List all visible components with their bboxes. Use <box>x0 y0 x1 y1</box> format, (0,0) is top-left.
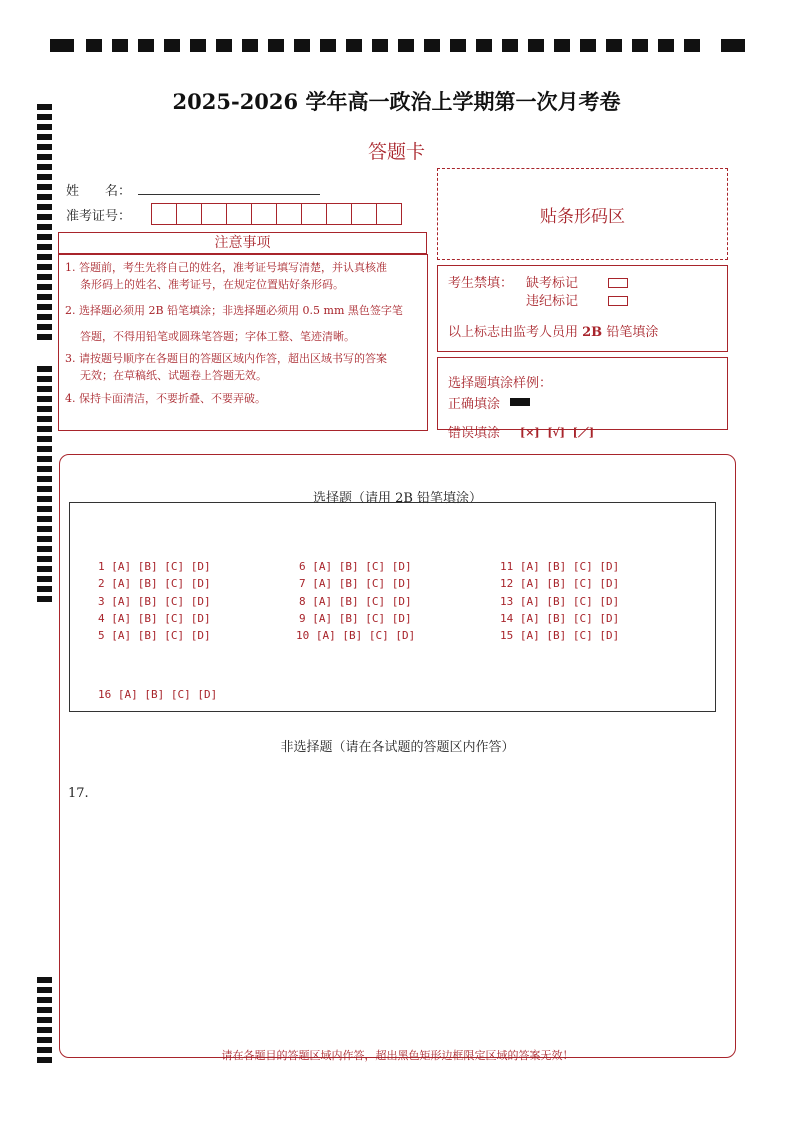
timing-mark <box>37 396 52 402</box>
question-17-label: 17. <box>68 786 89 801</box>
exam-id-digit-box[interactable] <box>326 203 352 225</box>
timing-mark <box>242 39 258 52</box>
timing-mark <box>37 566 52 572</box>
choice-question-row[interactable]: 6 [A] [B] [C] [D] <box>299 560 412 573</box>
timing-mark <box>37 366 52 372</box>
timing-mark <box>37 1057 52 1063</box>
exam-id-digit-box[interactable] <box>301 203 327 225</box>
choice-question-row[interactable]: 9 [A] [B] [C] [D] <box>299 612 412 625</box>
choice-question-row[interactable]: 10 [A] [B] [C] [D] <box>296 629 416 642</box>
timing-mark <box>37 436 52 442</box>
notice-line: 1. 答题前，考生先将自己的姓名，准考证号填写清楚，并认真核准 <box>65 261 387 274</box>
timing-mark <box>86 39 102 52</box>
timing-mark <box>37 426 52 432</box>
timing-mark <box>37 234 52 240</box>
top-timing-marks <box>50 38 745 52</box>
choice-question-row[interactable]: 8 [A] [B] [C] [D] <box>299 595 412 608</box>
exam-id-digit-box[interactable] <box>201 203 227 225</box>
notice-heading: 注意事项 <box>58 232 427 254</box>
notice-line: 3. 请按题号顺序在各题目的答题区域内作答，超出区域书写的答案 <box>65 352 387 365</box>
timing-mark <box>424 39 440 52</box>
notice-line: 2. 选择题必须用 2B 铅笔填涂；非选择题必须用 0.5 mm 黑色签字笔 <box>65 304 403 317</box>
wrong-fill-sample: [√] <box>547 426 565 439</box>
timing-mark <box>346 39 362 52</box>
timing-mark <box>37 164 52 170</box>
timing-mark <box>37 264 52 270</box>
timing-mark <box>580 39 596 52</box>
timing-mark <box>37 997 52 1003</box>
timing-mark <box>37 224 52 230</box>
timing-mark <box>268 39 284 52</box>
timing-mark <box>37 556 52 562</box>
timing-mark <box>398 39 414 52</box>
timing-mark <box>37 526 52 532</box>
timing-mark <box>37 386 52 392</box>
exam-id-label: 准考证号： <box>66 209 132 224</box>
choice-question-row[interactable]: 2 [A] [B] [C] [D] <box>98 577 211 590</box>
violation-mark-label: 违纪标记 <box>526 294 579 309</box>
choice-question-row[interactable]: 14 [A] [B] [C] [D] <box>500 612 620 625</box>
timing-mark <box>37 506 52 512</box>
timing-mark <box>112 39 128 52</box>
timing-mark <box>37 496 52 502</box>
examiner-only-label: 考生禁填： <box>448 276 514 291</box>
timing-mark <box>37 124 52 130</box>
timing-mark <box>216 39 232 52</box>
timing-mark <box>37 184 52 190</box>
answer-sheet-heading: 答题卡 <box>367 141 425 163</box>
question-17-answer-area[interactable] <box>66 806 726 1042</box>
timing-mark <box>632 39 648 52</box>
timing-mark <box>37 1037 52 1043</box>
timing-mark <box>476 39 492 52</box>
timing-mark <box>528 39 544 52</box>
timing-mark <box>164 39 180 52</box>
timing-mark <box>37 1027 52 1033</box>
timing-mark <box>37 406 52 412</box>
timing-mark <box>37 486 52 492</box>
notice-line: 4. 保持卡面清洁，不要折叠、不要弄破。 <box>65 392 266 405</box>
choice-question-row[interactable]: 11 [A] [B] [C] [D] <box>500 560 620 573</box>
timing-mark <box>37 376 52 382</box>
timing-mark <box>320 39 336 52</box>
choice-question-row[interactable]: 5 [A] [B] [C] [D] <box>98 629 211 642</box>
timing-mark <box>37 174 52 180</box>
absent-mark-label: 缺考标记 <box>526 276 579 291</box>
fill-sample-box <box>437 357 728 441</box>
choice-question-row[interactable]: 12 [A] [B] [C] [D] <box>500 577 620 590</box>
timing-mark <box>37 304 52 310</box>
timing-mark <box>138 39 154 52</box>
timing-mark <box>37 1047 52 1053</box>
choice-section-title: 选择题（请用 2B 铅笔填涂） <box>312 491 483 506</box>
timing-mark <box>37 536 52 542</box>
barcode-area <box>437 168 728 260</box>
notice-line: 答题，不得用铅笔或圆珠笔答题；字体工整、笔迹清晰。 <box>80 330 355 343</box>
choice-answer-box <box>69 502 716 712</box>
choice-question-row[interactable]: 7 [A] [B] [C] [D] <box>299 577 412 590</box>
examiner-note-text: 以上标志由监考人员用 <box>448 325 583 340</box>
timing-mark <box>606 39 622 52</box>
timing-mark <box>37 274 52 280</box>
timing-mark <box>37 214 52 220</box>
timing-mark <box>37 516 52 522</box>
violation-mark-box[interactable] <box>608 296 628 306</box>
choice-question-row[interactable]: 3 [A] [B] [C] [D] <box>98 595 211 608</box>
timing-mark <box>37 446 52 452</box>
timing-mark <box>37 254 52 260</box>
timing-mark <box>190 39 206 52</box>
choice-question-row[interactable]: 15 [A] [B] [C] [D] <box>500 629 620 642</box>
timing-mark <box>37 1017 52 1023</box>
correct-fill-label: 正确填涂 <box>448 397 501 412</box>
timing-mark <box>37 987 52 993</box>
timing-mark <box>554 39 570 52</box>
timing-mark <box>37 324 52 330</box>
wrong-fill-label: 错误填涂 <box>448 426 501 441</box>
notice-line: 条形码上的姓名、准考证号，在规定位置贴好条形码。 <box>80 278 344 291</box>
timing-mark <box>721 39 745 52</box>
timing-mark <box>37 314 52 320</box>
exam-id-boxes[interactable] <box>151 203 402 225</box>
examiner-note-text: 铅笔填涂 <box>602 325 659 340</box>
timing-mark <box>37 334 52 340</box>
choice-question-row[interactable]: 4 [A] [B] [C] [D] <box>98 612 211 625</box>
timing-mark <box>294 39 310 52</box>
timing-mark <box>37 596 52 602</box>
name-label: 姓 名： <box>66 184 132 199</box>
timing-mark <box>684 39 700 52</box>
notice-line: 无效；在草稿纸、试题卷上答题无效。 <box>80 369 267 382</box>
timing-mark <box>502 39 518 52</box>
timing-mark <box>372 39 388 52</box>
exam-id-digit-box[interactable] <box>376 203 402 225</box>
name-field[interactable] <box>138 194 320 195</box>
timing-mark <box>37 586 52 592</box>
exam-id-digit-box[interactable] <box>351 203 377 225</box>
choice-question-row[interactable]: 1 [A] [B] [C] [D] <box>98 560 211 573</box>
fill-sample-title: 选择题填涂样例： <box>448 376 553 391</box>
timing-mark <box>37 546 52 552</box>
examiner-note <box>448 321 658 340</box>
exam-id-digit-box[interactable] <box>276 203 302 225</box>
wrong-fill-samples <box>520 424 594 440</box>
timing-mark <box>450 39 466 52</box>
exam-id-digit-box[interactable] <box>226 203 252 225</box>
correct-fill-sample <box>510 398 530 406</box>
timing-mark <box>37 284 52 290</box>
timing-mark <box>37 456 52 462</box>
timing-mark <box>37 416 52 422</box>
exam-id-digit-box[interactable] <box>176 203 202 225</box>
nonchoice-section-title: 非选择题（请在各试题的答题区内作答） <box>280 740 515 755</box>
timing-mark <box>37 204 52 210</box>
absent-mark-box[interactable] <box>608 278 628 288</box>
footer-warning: 请在各题目的答题区域内作答，超出黑色矩形边框限定区域的答案无效！ <box>221 1049 574 1062</box>
choice-question-row[interactable]: 16 [A] [B] [C] [D] <box>98 688 218 701</box>
choice-question-row[interactable]: 13 [A] [B] [C] [D] <box>500 595 620 608</box>
notice-box <box>58 254 428 431</box>
examiner-only-box <box>437 265 728 352</box>
exam-title: 2025-2026 学年高一政治上学期第一次月考卷 <box>172 89 621 114</box>
timing-mark <box>50 39 74 52</box>
examiner-note-bold: 2B <box>582 325 603 340</box>
wrong-fill-sample: [×] <box>520 426 540 439</box>
timing-mark <box>37 1007 52 1013</box>
exam-id-digit-box[interactable] <box>251 203 277 225</box>
timing-mark <box>37 294 52 300</box>
wrong-fill-sample: [／] <box>572 426 595 439</box>
timing-mark <box>37 466 52 472</box>
timing-mark <box>37 476 52 482</box>
exam-id-digit-box[interactable] <box>151 203 177 225</box>
timing-mark <box>658 39 674 52</box>
timing-mark <box>37 194 52 200</box>
timing-mark <box>37 576 52 582</box>
barcode-label: 贴条形码区 <box>540 206 625 227</box>
timing-mark <box>37 244 52 250</box>
timing-mark <box>37 977 52 983</box>
